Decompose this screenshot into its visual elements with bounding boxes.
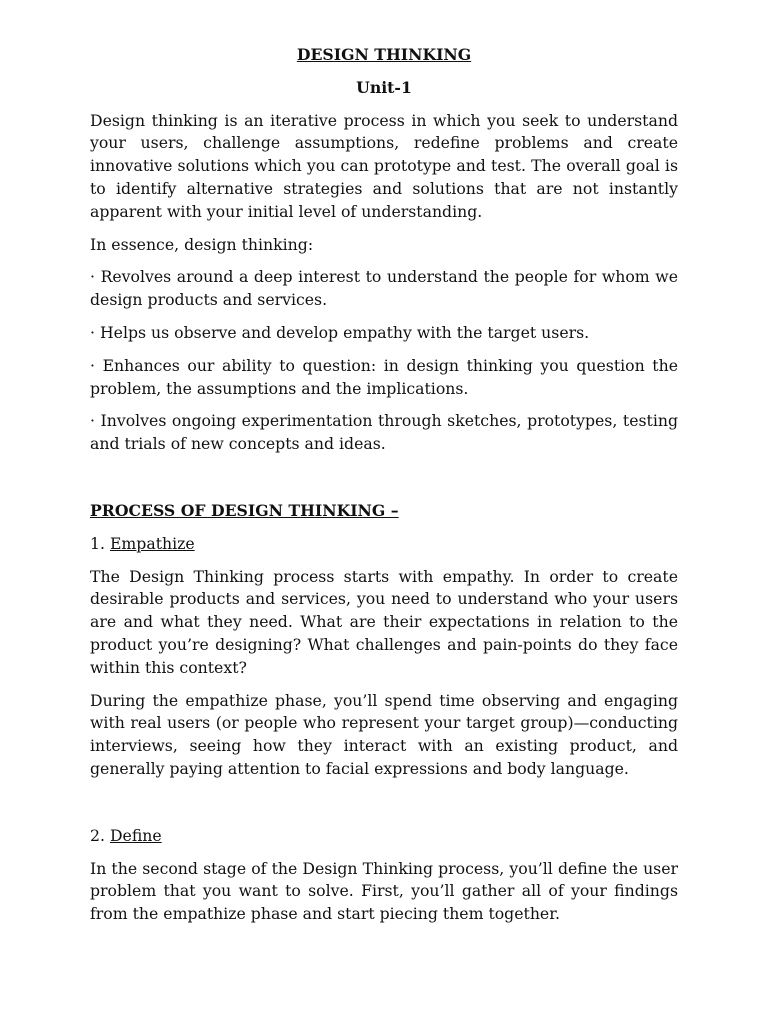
document-page bbox=[90, 44, 678, 926]
empathize-paragraph: The Design Thinking process starts with empathy. In order to create desirable products and services, you need to understand who your users are and what they need. What are their expectations in relation to the product you’re designing? What challenges and pain-points do they face within this context? bbox=[90, 566, 678, 677]
step-heading-define bbox=[90, 825, 678, 848]
unit-heading: Unit-1 bbox=[356, 77, 412, 97]
step-name: Define bbox=[109, 825, 162, 845]
step-name: Empathize bbox=[109, 533, 195, 553]
empathize-paragraph: During the empathize phase, you’ll spend time observing and engaging with real users (or people who represent your target group)—conducting interviews, seeing how they interact with an existing product, and generally paying attention to facial expressions and body language. bbox=[90, 690, 678, 778]
bullet-item: · Helps us observe and develop empathy with the target users. bbox=[90, 322, 590, 342]
bullet-item: · Enhances our ability to question: in design thinking you question the problem, the assumptions and the implications. bbox=[90, 355, 678, 398]
step-number: 1. bbox=[90, 533, 110, 553]
define-paragraph: In the second stage of the Design Thinking process, you’ll define the user problem that you want to solve. First, you’ll gather all of your findings from the empathize phase and start piecing them together. bbox=[90, 858, 678, 924]
step-number: 2. bbox=[90, 825, 110, 845]
essence-lead: In essence, design thinking: bbox=[90, 234, 314, 254]
bullet-item: · Involves ongoing experimentation through sketches, prototypes, testing and trials of new concepts and ideas. bbox=[90, 411, 678, 454]
document-title: DESIGN THINKING bbox=[296, 45, 472, 64]
bullet-item: · Revolves around a deep interest to understand the people for whom we design products and services. bbox=[90, 267, 678, 310]
process-heading: PROCESS OF DESIGN THINKING – bbox=[90, 500, 399, 520]
step-heading-empathize bbox=[90, 533, 678, 556]
intro-paragraph: Design thinking is an iterative process in which you seek to understand your users, challenge assumptions, redefine problems and create innovative solutions which you can prototype and test. The overall goal is to identify alternative strategies and solutions that are not instantly apparent with your initial level of understanding. bbox=[90, 110, 678, 221]
